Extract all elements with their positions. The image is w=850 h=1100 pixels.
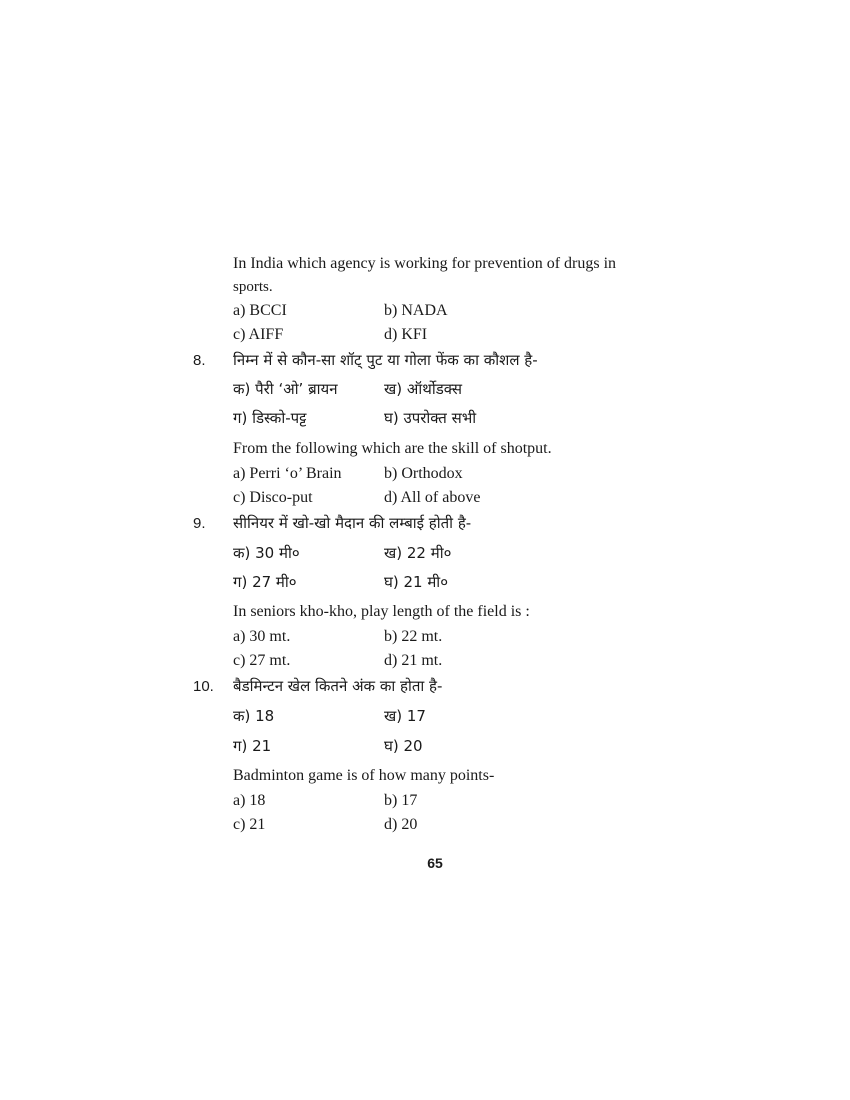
q8-option-ga: ग) डिस्को-पट्ट [233, 409, 307, 427]
q10-question-hi: बैडमिन्टन खेल कितने अंक का होता है- [233, 677, 443, 695]
q10-option-b: b) 17 [384, 792, 418, 809]
q7-question-en-line1: In India which agency is working for prevention of drugs in [233, 255, 617, 272]
q7-question-en-line2: sports. [233, 279, 273, 295]
q10-option-c: c) 21 [233, 816, 266, 833]
q10-option-gha: घ) 20 [384, 737, 423, 755]
q9-question-en: In seniors kho-kho, play length of the field is : [233, 603, 530, 620]
q7-option-c: c) AIFF [233, 326, 284, 343]
q9-question-hi: सीनियर में खो-खो मैदान की लम्बाई होती है- [233, 514, 472, 532]
q8-question-en: From the following which are the skill of shotput. [233, 440, 552, 457]
q10-question-en: Badminton game is of how many points- [233, 767, 495, 784]
q10-option-ga: ग) 21 [233, 737, 272, 755]
q7-option-a: a) BCCI [233, 302, 287, 319]
q8-option-d: d) All of above [384, 489, 481, 506]
q10-option-kha: ख) 17 [384, 707, 426, 725]
q9-option-kha: ख) 22 मी० [384, 544, 452, 562]
q10-option-d: d) 20 [384, 816, 418, 833]
q8-question-hi: निम्न में से कौन-सा शॉट् पुट या गोला फेंक का कौशल है- [233, 351, 538, 369]
q9-option-ga: ग) 27 मी० [233, 573, 297, 591]
q8-number: 8. [193, 352, 206, 369]
q9-option-gha: घ) 21 मी० [384, 573, 448, 591]
q8-option-c: c) Disco-put [233, 489, 313, 506]
q10-option-a: a) 18 [233, 792, 266, 809]
q9-option-b: b) 22 mt. [384, 628, 443, 645]
q7-option-b: b) NADA [384, 302, 448, 319]
q8-option-ka: क) पैरी ‘ओ’ ब्रायन [233, 380, 338, 398]
q9-option-d: d) 21 mt. [384, 652, 443, 669]
q8-option-b: b) Orthodox [384, 465, 463, 482]
q7-option-d: d) KFI [384, 326, 428, 343]
q10-option-ka: क) 18 [233, 707, 275, 725]
q10-number: 10. [193, 678, 214, 695]
q8-option-gha: घ) उपरोक्त सभी [384, 409, 477, 427]
q8-option-kha: ख) ऑर्थोडक्स [384, 380, 462, 398]
page-number: 65 [427, 855, 443, 871]
q8-option-a: a) Perri ‘o’ Brain [233, 465, 342, 482]
q9-option-c: c) 27 mt. [233, 652, 291, 669]
q9-option-ka: क) 30 मी० [233, 544, 300, 562]
q9-number: 9. [193, 515, 206, 532]
q9-option-a: a) 30 mt. [233, 628, 291, 645]
